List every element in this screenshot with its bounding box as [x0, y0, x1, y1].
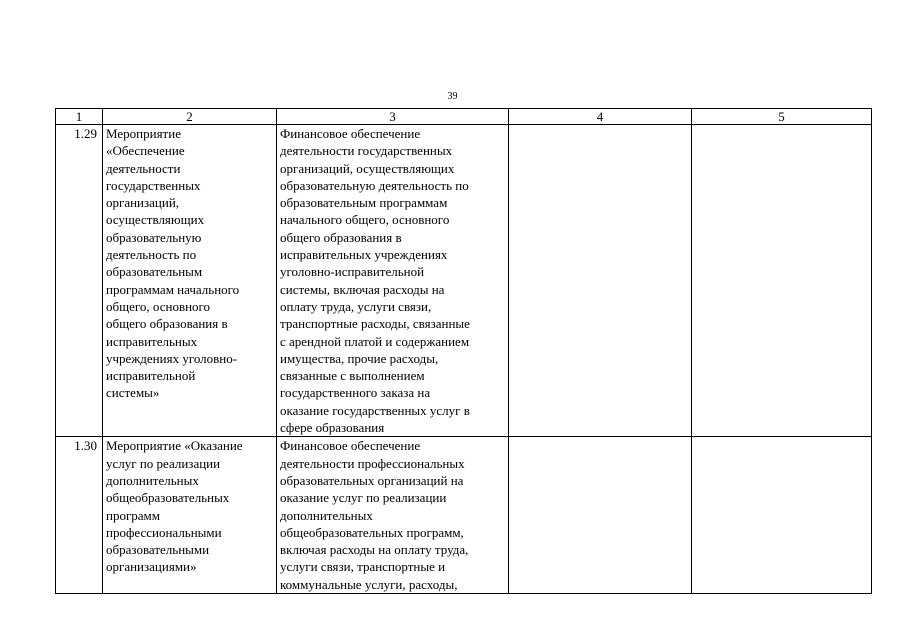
event-description-cell: Финансовое обеспечение деятельности государственных организаций, осуществляющих образовательную деятельность по образовательным программам начального общего, основного общего образования в исправительных учреждениях уголовно-исправительной системы, включая расходы на оплату труда, услуги связи, транспортные расходы, связанные с арендной платой и содержанием имущества, прочие расходы, связанные с выполнением государственного заказа на оказание государственных услуг в сфере образования: [277, 125, 509, 437]
event-name-cell: Мероприятие «Оказание услуг по реализации дополнительных общеобразовательных программ профессиональными образовательными организациями»: [103, 437, 277, 594]
event-name-cell: Мероприятие «Обеспечение деятельности государственных организаций, осуществляющих образовательную деятельность по образовательным программам начального общего, основного общего образования в исправительных учреждениях уголовно- исправительной системы»: [103, 125, 277, 437]
header-cell-2: 2: [103, 109, 277, 125]
table-row: [56, 125, 872, 437]
event-description-cell: Финансовое обеспечение деятельности профессиональных образовательных организаций на оказание услуг по реализации дополнительных общеобразовательных программ, включая расходы на оплату труда, услуги связи, транспортные и коммунальные услуги, расходы,: [277, 437, 509, 594]
column-5-cell: [692, 437, 872, 594]
row-number: 1.30: [56, 437, 103, 594]
header-cell-4: 4: [509, 109, 692, 125]
header-cell-5: 5: [692, 109, 872, 125]
column-4-cell: [509, 437, 692, 594]
row-number: 1.29: [56, 125, 103, 437]
table-header-row: [56, 109, 872, 125]
page-number: 39: [447, 91, 458, 102]
column-5-cell: [692, 125, 872, 437]
measures-table: [55, 108, 872, 594]
column-4-cell: [509, 125, 692, 437]
header-cell-3: 3: [277, 109, 509, 125]
table-row: [56, 437, 872, 594]
header-cell-1: 1: [56, 109, 103, 125]
